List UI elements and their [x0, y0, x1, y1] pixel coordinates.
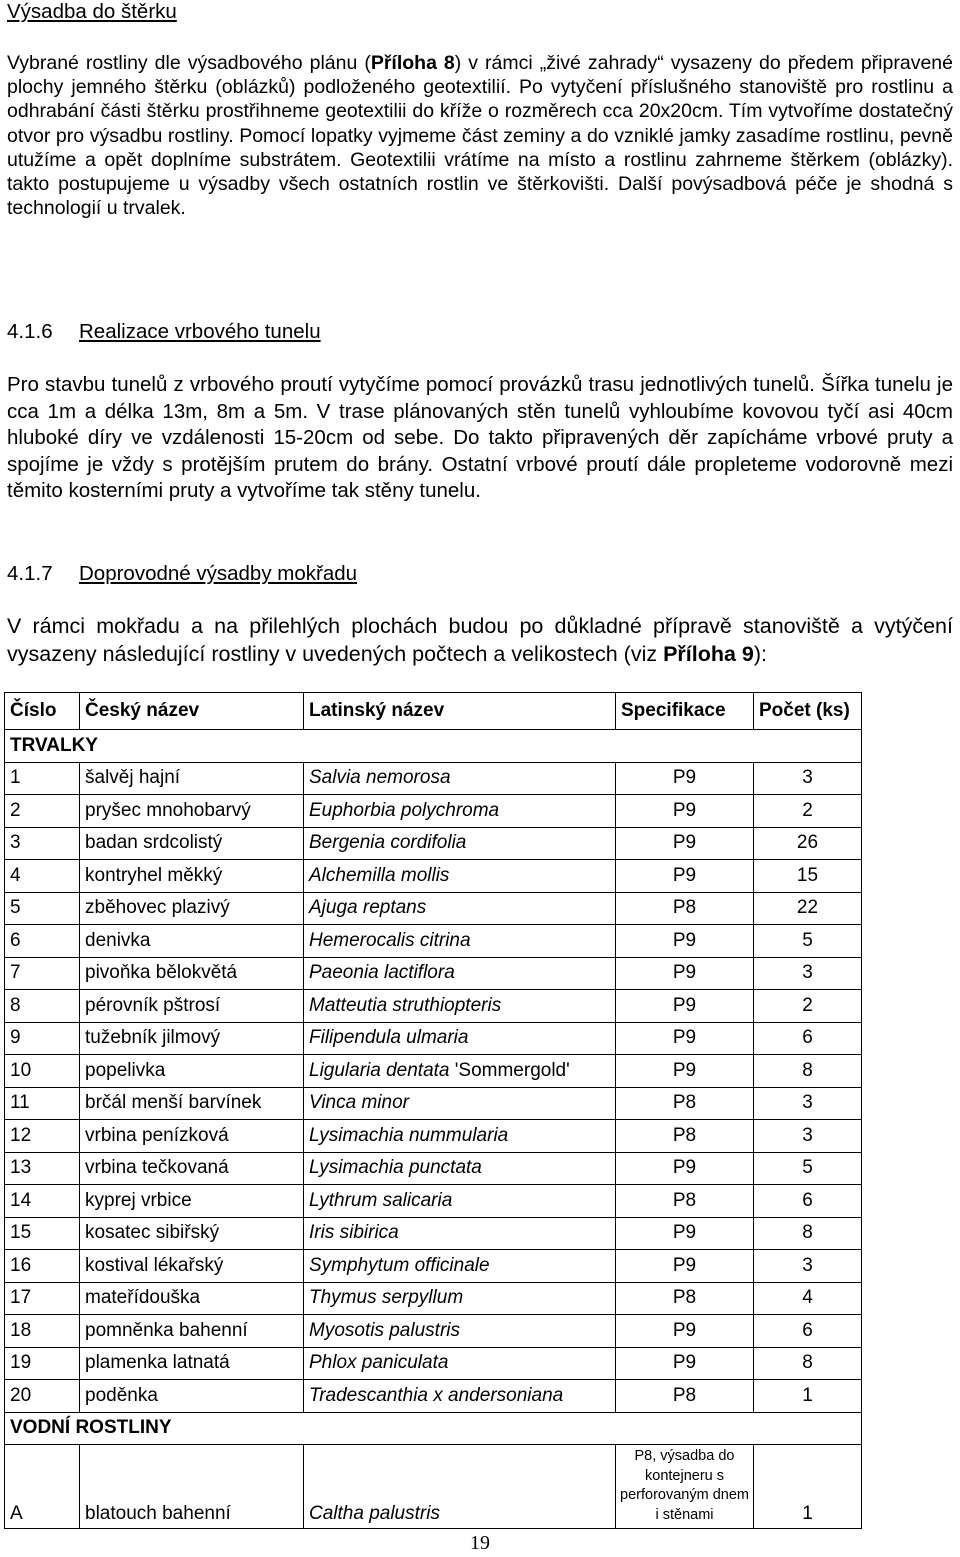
latin-name-text: Salvia nemorosa: [309, 767, 451, 789]
table-row: [5, 1445, 862, 1529]
latin-name-text: Alchemilla mollis: [309, 864, 450, 886]
plant-table: [4, 692, 862, 1529]
cell-specification: P9: [616, 990, 754, 1023]
cell-czech-name: vrbina tečkovaná: [80, 1152, 304, 1185]
latin-name-text: Vinca minor: [309, 1092, 409, 1114]
appendix-reference: Příloha 8: [370, 52, 455, 74]
column-header: Specifikace: [616, 693, 754, 730]
cell-quantity: 6: [754, 1185, 862, 1218]
cell-number: 14: [5, 1185, 80, 1218]
cell-czech-name: zběhovec plazivý: [80, 892, 304, 925]
section-heading-title: Realizace vrbového tunelu: [79, 320, 321, 343]
cell-quantity: 8: [754, 1217, 862, 1250]
table-row: [5, 762, 862, 795]
latin-name-text: Iris sibirica: [309, 1222, 399, 1244]
section-heading-title: Doprovodné výsadby mokřadu: [79, 562, 358, 585]
cell-number: 1: [5, 762, 80, 795]
cell-number: 15: [5, 1217, 80, 1250]
cell-number: 13: [5, 1152, 80, 1185]
cell-latin-name: [304, 1282, 616, 1315]
cell-quantity: 3: [754, 1250, 862, 1283]
section-number: 4.1.7: [7, 562, 53, 585]
cell-specification: P9: [616, 1055, 754, 1088]
cell-czech-name: šalvěj hajní: [80, 762, 304, 795]
cell-number: 7: [5, 957, 80, 990]
cell-specification: P9: [616, 795, 754, 828]
cell-specification: P8: [616, 1087, 754, 1120]
section-heading-416: [7, 320, 953, 344]
cell-czech-name: kostival lékařský: [80, 1250, 304, 1283]
paragraph-willow-tunnel: Pro stavbu tunelů z vrbového proutí vytyčíme pomocí provázků trasu jednotlivých tunelů. Šířka tunelu je cca 1m a délka 13m, 8m a 5m. V trase plánovaných stěn tunelů vyhloubíme kovovou tyčí asi 40cm hluboké díry ve vzdálenosti 15-20cm od sebe. Do takto připravených děr zapícháme vrbové pruty a spojíme je vždy s protějším prutem do brány. Ostatní vrbové proutí dále propleteme vodorovně mezi těmito kosterními pruty a vytvoříme tak stěny tunelu.: [7, 373, 953, 502]
cell-number: 9: [5, 1022, 80, 1055]
latin-name-text: Paeonia lactiflora: [309, 962, 455, 984]
cell-czech-name: badan srdcolistý: [80, 827, 304, 860]
group-label: VODNÍ ROSTLINY: [5, 1412, 862, 1445]
cell-specification: P9: [616, 1152, 754, 1185]
table-row: [5, 1022, 862, 1055]
cell-czech-name: popelivka: [80, 1055, 304, 1088]
cell-quantity: 3: [754, 957, 862, 990]
cell-number: 6: [5, 925, 80, 958]
cell-specification: P8: [616, 892, 754, 925]
cell-latin-name: [304, 925, 616, 958]
cell-latin-name: [304, 1120, 616, 1153]
cell-quantity: 6: [754, 1315, 862, 1348]
paragraph-wetland-plantings: [7, 612, 953, 668]
cell-latin-name: [304, 892, 616, 925]
table-row: [5, 1217, 862, 1250]
table-row: [5, 1315, 862, 1348]
cell-specification: P9: [616, 860, 754, 893]
cell-number: 10: [5, 1055, 80, 1088]
table-row: [5, 892, 862, 925]
cell-number: 18: [5, 1315, 80, 1348]
cell-latin-name: [304, 762, 616, 795]
cell-specification: P9: [616, 1315, 754, 1348]
cell-latin-name: [304, 1217, 616, 1250]
page-number: 19: [470, 1532, 490, 1554]
cell-latin-name: [304, 827, 616, 860]
cell-quantity: 6: [754, 1022, 862, 1055]
cell-czech-name: poděnka: [80, 1380, 304, 1413]
cell-czech-name: pomněnka bahenní: [80, 1315, 304, 1348]
cell-number: 19: [5, 1347, 80, 1380]
cell-specification: P9: [616, 762, 754, 795]
cell-quantity: 2: [754, 990, 862, 1023]
cell-latin-name: Caltha palustris: [304, 1445, 616, 1529]
appendix-reference: Příloha 9: [663, 642, 754, 666]
cell-quantity: 1: [754, 1380, 862, 1413]
section-heading-417: [7, 562, 953, 586]
cell-latin-name: [304, 860, 616, 893]
cell-czech-name: mateřídouška: [80, 1282, 304, 1315]
cell-quantity: 3: [754, 1087, 862, 1120]
cell-czech-name: kyprej vrbice: [80, 1185, 304, 1218]
latin-name-text: Hemerocalis citrina: [309, 929, 471, 951]
cell-quantity: 2: [754, 795, 862, 828]
cell-quantity: 26: [754, 827, 862, 860]
cell-number: 4: [5, 860, 80, 893]
cell-latin-name: [304, 1250, 616, 1283]
cell-latin-name: [304, 1347, 616, 1380]
cell-quantity: 5: [754, 925, 862, 958]
cell-specification: P9: [616, 1250, 754, 1283]
latin-name-text: Lysimachia punctata: [309, 1157, 482, 1179]
cell-specification: P9: [616, 1217, 754, 1250]
table-row: [5, 990, 862, 1023]
cell-czech-name: vrbina penízková: [80, 1120, 304, 1153]
cell-quantity: 15: [754, 860, 862, 893]
latin-name-text: Symphytum officinale: [309, 1254, 490, 1276]
cell-quantity: 1: [754, 1445, 862, 1529]
cell-latin-name: [304, 1380, 616, 1413]
cell-czech-name: pryšec mnohobarvý: [80, 795, 304, 828]
cell-number: 5: [5, 892, 80, 925]
cell-specification: P9: [616, 925, 754, 958]
cell-specification: P9: [616, 1022, 754, 1055]
latin-name-text: Phlox paniculata: [309, 1352, 449, 1374]
cell-specification: P9: [616, 1347, 754, 1380]
cell-czech-name: blatouch bahenní: [80, 1445, 304, 1529]
table-row: [5, 827, 862, 860]
latin-name-text: Ligularia dentata: [309, 1059, 450, 1081]
cell-quantity: 5: [754, 1152, 862, 1185]
cell-number: A: [5, 1445, 80, 1529]
cell-number: 12: [5, 1120, 80, 1153]
cell-latin-name: [304, 795, 616, 828]
column-header: Počet (ks): [754, 693, 862, 730]
table-row: [5, 1152, 862, 1185]
cell-quantity: 8: [754, 1347, 862, 1380]
cell-quantity: 8: [754, 1055, 862, 1088]
cell-number: 3: [5, 827, 80, 860]
latin-name-text: Bergenia cordifolia: [309, 832, 467, 854]
latin-name-text: Myosotis palustris: [309, 1319, 460, 1341]
cell-czech-name: plamenka latnatá: [80, 1347, 304, 1380]
cell-czech-name: pérovník pštrosí: [80, 990, 304, 1023]
section-number: 4.1.6: [7, 320, 53, 343]
group-row-perennials: [5, 730, 862, 763]
cell-quantity: 3: [754, 762, 862, 795]
cell-latin-name: [304, 1055, 616, 1088]
cell-number: 20: [5, 1380, 80, 1413]
group-label: TRVALKY: [5, 730, 862, 763]
cell-latin-name: [304, 990, 616, 1023]
paragraph-text: ) v rámci „živé zahrady“ vysazeny do předem připravené plochy jemného štěrku (oblázků) podloženého geotextilií. Po vytyčení příslušného stanoviště pro rostlinu a odhrabání části štěrku prostřihneme geotextilii do kříže o rozměrech cca 20x20cm. Tím vytvoříme dostatečný otvor pro výsadbu rostliny. Pomocí lopatky vyjmeme část zeminy a do vzniklé jamky zasadíme rostlinu, pevně utužíme a opět doplníme substrátem. Geotextilii vrátíme na místo a rostlinu zahrneme štěrkem (oblázky). takto postupujeme u výsadby všech ostatních rostlin ve štěrkovišti. Další povýsadbová péče je shodná s technologií u trvalek.: [7, 52, 953, 220]
table-row: [5, 1087, 862, 1120]
cell-specification: P8: [616, 1120, 754, 1153]
paragraph-text: Vybrané rostliny dle výsadbového plánu (: [7, 52, 371, 74]
latin-name-text: Euphorbia polychroma: [309, 799, 500, 821]
latin-name-text: Ajuga reptans: [309, 897, 427, 919]
latin-name-text: Matteutia struthiopteris: [309, 994, 502, 1016]
table-row: [5, 795, 862, 828]
latin-name-text: Filipendula ulmaria: [309, 1027, 469, 1049]
table-row: [5, 1347, 862, 1380]
table-row: [5, 860, 862, 893]
cell-number: 17: [5, 1282, 80, 1315]
cell-latin-name: [304, 1152, 616, 1185]
table-row: [5, 925, 862, 958]
column-header: Číslo: [5, 693, 80, 730]
cell-quantity: 3: [754, 1120, 862, 1153]
column-header: Latinský název: [304, 693, 616, 730]
section-title: Výsadba do štěrku: [7, 0, 177, 23]
table-header-row: [5, 693, 862, 730]
column-header: Český název: [80, 693, 304, 730]
latin-name-text: Lysimachia nummularia: [309, 1124, 509, 1146]
table-row: [5, 1250, 862, 1283]
latin-name-text: Lythrum salicaria: [309, 1189, 453, 1211]
cell-specification: P9: [616, 827, 754, 860]
paragraph-text: V rámci mokřadu a na přilehlých plochách budou po důkladné přípravě stanoviště a vytýčení vysazeny následující rostliny v uvedených počtech a velikostech (viz: [7, 614, 953, 666]
cell-specification: P9: [616, 957, 754, 990]
cell-czech-name: denivka: [80, 925, 304, 958]
paragraph-gravel-planting: [7, 51, 953, 220]
table-row: [5, 1055, 862, 1088]
cell-number: 16: [5, 1250, 80, 1283]
cell-number: 2: [5, 795, 80, 828]
table-body: [5, 762, 862, 1412]
table-row: [5, 1380, 862, 1413]
latin-name-text: Thymus serpyllum: [309, 1287, 464, 1309]
cell-specification: P8, výsadba do kontejneru s perforovaným dnem i stěnami: [616, 1445, 754, 1529]
cell-quantity: 4: [754, 1282, 862, 1315]
cell-latin-name: [304, 1087, 616, 1120]
cell-number: 8: [5, 990, 80, 1023]
paragraph-text: ):: [753, 642, 768, 666]
cell-czech-name: tužebník jilmový: [80, 1022, 304, 1055]
latin-name-text: Tradescanthia x andersoniana: [309, 1384, 564, 1406]
cell-latin-name: [304, 1315, 616, 1348]
cell-latin-name: [304, 1185, 616, 1218]
table-row: [5, 957, 862, 990]
cell-quantity: 22: [754, 892, 862, 925]
group-row-water-plants: [5, 1412, 862, 1445]
cell-latin-name: [304, 957, 616, 990]
cell-czech-name: kosatec sibiřský: [80, 1217, 304, 1250]
table-row: [5, 1120, 862, 1153]
cell-number: 11: [5, 1087, 80, 1120]
cell-latin-name: [304, 1022, 616, 1055]
cultivar-text: 'Sommergold': [449, 1059, 570, 1081]
cell-czech-name: kontryhel měkký: [80, 860, 304, 893]
cell-czech-name: brčál menší barvínek: [80, 1087, 304, 1120]
cell-czech-name: pivoňka bělokvětá: [80, 957, 304, 990]
cell-specification: P8: [616, 1380, 754, 1413]
table-row: [5, 1282, 862, 1315]
cell-specification: P8: [616, 1282, 754, 1315]
cell-specification: P8: [616, 1185, 754, 1218]
table-row: [5, 1185, 862, 1218]
